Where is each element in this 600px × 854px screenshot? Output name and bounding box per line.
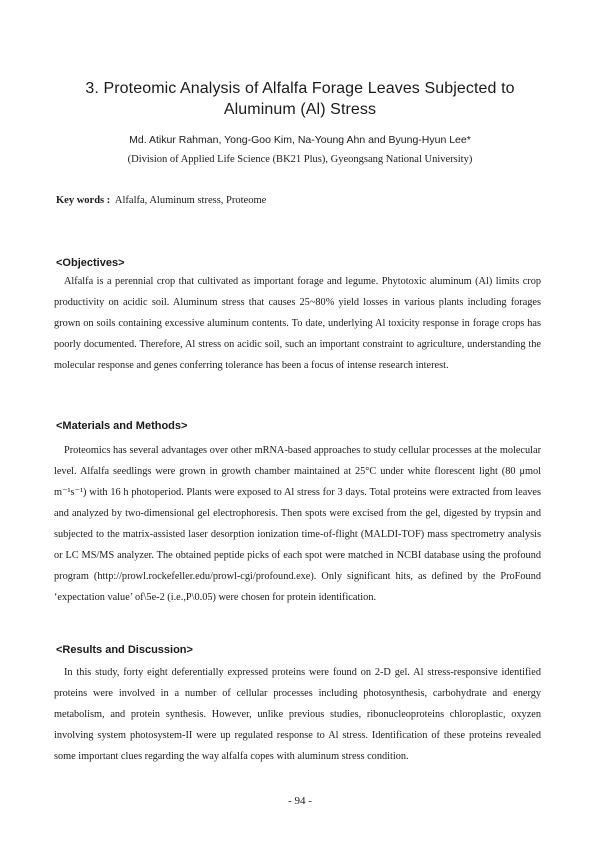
keywords-line: [56, 194, 266, 208]
author-affiliation: (Division of Applied Life Science (BK21 Plus), Gyeongsang National University): [127, 154, 473, 165]
objectives-heading: <Objectives>: [56, 257, 125, 269]
page-number: - 94 -: [288, 795, 312, 807]
paper-title-line-2: Aluminum (Al) Stress: [223, 101, 377, 118]
author-list: Md. Atikur Rahman, Yong-Goo Kim, Na-Young Ahn and Byung-Hyun Lee*: [129, 134, 471, 146]
keywords-label: Key words :: [56, 195, 111, 206]
materials-methods-heading: <Materials and Methods>: [56, 420, 188, 432]
paper-title: [40, 78, 560, 120]
results-discussion-body: In this study, forty eight deferentially expressed proteins were found on 2-D gel. Al stress-responsive identified proteins were involved in a number of cellular processes including photosynthesis, carbohydrate and energy metabolism, and protein synthesis. However, unlike previous studies, ribonucleoproteins chloroplastic, oxyzen involving system photosystem-II were up regulated response to Al stress. Identification of these proteins revealed some important clues regarding the way alfalfa copes with aluminum stress condition.: [54, 667, 541, 762]
keywords-value: Alfalfa, Aluminum stress, Proteome: [114, 195, 267, 206]
paper-title-line-1: 3. Proteomic Analysis of Alfalfa Forage Leaves Subjected to: [85, 80, 515, 97]
materials-methods-body: Proteomics has several advantages over other mRNA-based approaches to study cellular processes at the molecular level. Alfalfa seedlings were grown in growth chamber maintained at 25°C under white florescent light (80 μmol m⁻¹s⁻¹) with 16 h photoperiod. Plants were exposed to Al stress for 3 days. Total proteins were extracted from leaves and analyzed by two-dimensional gel electrophoresis. Then spots were excised from the gel, digested by trypsin and subjected to the matrix-assisted laser desorption ionization time-of-flight (MALDI-TOF) mass spectrometry analysis or LC MS/MS analyzer. The obtained peptide picks of each spot were matched in NCBI database using the profound program (http://prowl.rockefeller.edu/prowl-cgi/profound.exe). Only significant hits, as defined by the ProFound ‘expectation value’ of\5e-2 (i.e.,P\0.05) were chosen for protein identification.: [54, 445, 541, 603]
results-discussion-heading: <Results and Discussion>: [56, 644, 193, 656]
objectives-body: Alfalfa is a perennial crop that cultivated as important forage and legume. Phytotoxic aluminum (Al) limits crop productivity on acidic soil. Aluminum stress that causes 25~80% yield losses in various plants including forages grown on soils containing excessive aluminum contents. To date, underlying Al toxicity response in forage crops has poorly documented. Therefore, Al stress on acidic soil, such an important constraint to agriculture, understanding the molecular response and genes conferring tolerance has been a focus of intense research interest.: [54, 276, 541, 371]
